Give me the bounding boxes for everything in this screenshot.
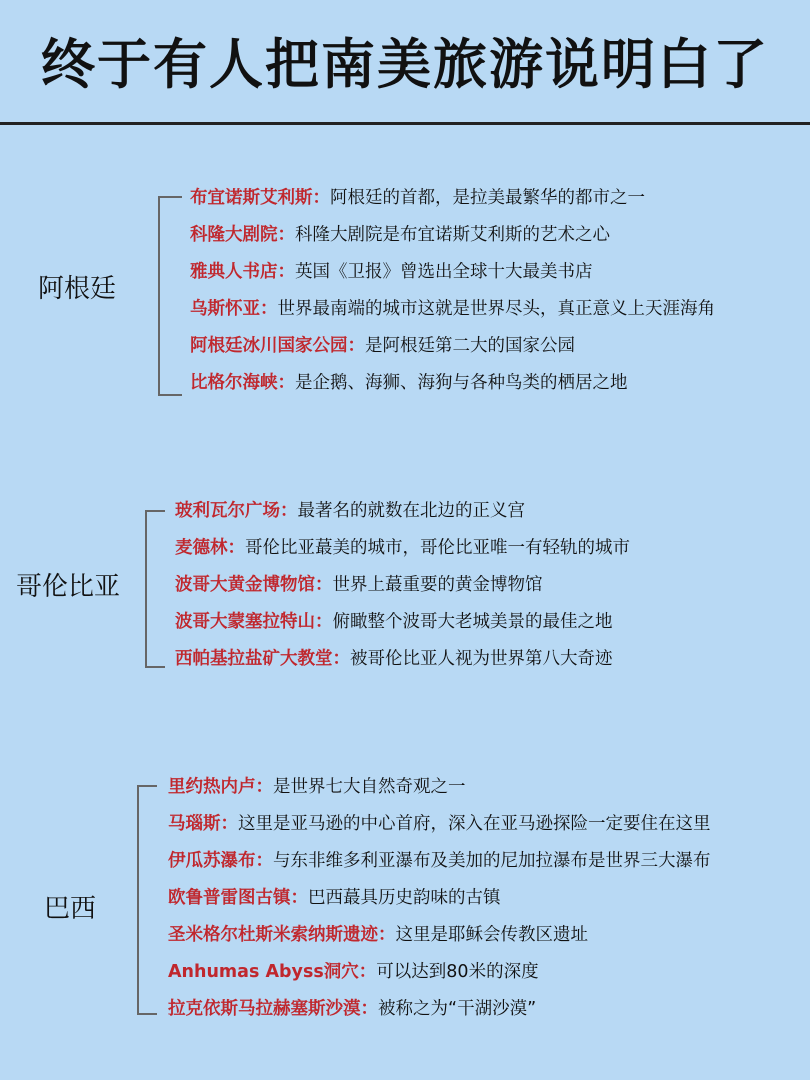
item-name: 里约热内卢： bbox=[168, 777, 273, 797]
bracket-tick-bottom bbox=[158, 394, 182, 396]
item-desc: 哥伦比亚蕞美的城市，哥伦比亚唯一有轻轨的城市 bbox=[245, 538, 630, 558]
list-item bbox=[168, 886, 501, 910]
bracket-line bbox=[145, 510, 147, 668]
list-item bbox=[175, 499, 525, 523]
bracket-tick-bottom bbox=[145, 666, 165, 668]
item-name: 波哥大蒙塞拉特山： bbox=[175, 612, 333, 632]
list-item bbox=[168, 997, 536, 1021]
country-label: 哥伦比亚 bbox=[16, 572, 121, 602]
list-item bbox=[190, 186, 645, 210]
list-item bbox=[190, 297, 715, 321]
country-label: 巴西 bbox=[44, 894, 97, 924]
item-name: 乌斯怀亚： bbox=[190, 299, 278, 319]
list-item bbox=[175, 610, 613, 634]
list-item bbox=[175, 536, 630, 560]
header bbox=[0, 0, 810, 122]
item-name: 伊瓜苏瀑布： bbox=[168, 851, 273, 871]
item-name: 马瑙斯： bbox=[168, 814, 238, 834]
list-item bbox=[175, 647, 613, 671]
page-title: 终于有人把南美旅游说明白了 bbox=[41, 33, 769, 96]
item-name: 圣米格尔杜斯米索纳斯遗迹： bbox=[168, 925, 396, 945]
bracket-tick-bottom bbox=[137, 1013, 157, 1015]
item-name: 比格尔海峡： bbox=[190, 373, 295, 393]
list-item bbox=[168, 960, 539, 984]
item-desc: 科隆大剧院是布宜诺斯艾利斯的艺术之心 bbox=[295, 225, 610, 245]
item-desc: 是世界七大自然奇观之一 bbox=[273, 777, 466, 797]
list-item bbox=[190, 334, 575, 358]
country-label: 阿根廷 bbox=[38, 274, 117, 304]
item-name: 欧鲁普雷图古镇： bbox=[168, 888, 308, 908]
item-desc: 是企鹅、海狮、海狗与各种鸟类的栖居之地 bbox=[295, 373, 628, 393]
item-name: 阿根廷冰川国家公园： bbox=[190, 336, 365, 356]
item-desc: 可以达到80米的深度 bbox=[376, 962, 539, 982]
item-name: 拉克依斯马拉赫塞斯沙漠： bbox=[168, 999, 378, 1019]
bracket-tick-top bbox=[137, 785, 157, 787]
item-desc: 被哥伦比亚人视为世界第八大奇迹 bbox=[350, 649, 613, 669]
list-item bbox=[168, 849, 711, 873]
item-desc: 这里是亚马逊的中心首府，深入在亚马逊探险一定要住在这里 bbox=[238, 814, 711, 834]
item-desc: 英国《卫报》曾选出全球十大最美书店 bbox=[295, 262, 593, 282]
bracket-line bbox=[137, 785, 139, 1015]
item-name: 布宜诺斯艾利斯： bbox=[190, 188, 330, 208]
item-desc: 俯瞰整个波哥大老城美景的最佳之地 bbox=[332, 612, 613, 632]
item-desc: 这里是耶稣会传教区遗址 bbox=[395, 925, 588, 945]
list-item bbox=[175, 573, 543, 597]
item-desc: 阿根廷的首都，是拉美最繁华的都市之一 bbox=[330, 188, 645, 208]
item-desc: 巴西蕞具历史韵味的古镇 bbox=[308, 888, 501, 908]
item-name: 雅典人书店： bbox=[190, 262, 295, 282]
list-item bbox=[190, 371, 628, 395]
item-desc: 与东非维多利亚瀑布及美加的尼加拉瀑布是世界三大瀑布 bbox=[273, 851, 711, 871]
item-desc: 是阿根廷第二大的国家公园 bbox=[365, 336, 575, 356]
header-divider bbox=[0, 122, 810, 125]
list-item bbox=[168, 923, 588, 947]
list-item bbox=[190, 223, 610, 247]
bracket-tick-top bbox=[145, 510, 165, 512]
bracket-line bbox=[158, 196, 160, 396]
item-name: Anhumas Abyss洞穴： bbox=[168, 962, 377, 982]
list-item bbox=[168, 812, 711, 836]
item-desc: 最著名的就数在北边的正义宫 bbox=[297, 501, 525, 521]
bracket-tick-top bbox=[158, 196, 182, 198]
item-name: 波哥大黄金博物馆： bbox=[175, 575, 333, 595]
item-name: 麦德林： bbox=[175, 538, 245, 558]
list-item bbox=[190, 260, 593, 284]
item-name: 科隆大剧院： bbox=[190, 225, 295, 245]
list-item bbox=[168, 775, 466, 799]
item-desc: 世界最南端的城市这就是世界尽头，真正意义上天涯海角 bbox=[277, 299, 715, 319]
item-name: 西帕基拉盐矿大教堂： bbox=[175, 649, 350, 669]
item-desc: 被称之为“干湖沙漠” bbox=[378, 999, 537, 1019]
item-desc: 世界上蕞重要的黄金博物馆 bbox=[332, 575, 543, 595]
item-name: 玻利瓦尔广场： bbox=[175, 501, 298, 521]
